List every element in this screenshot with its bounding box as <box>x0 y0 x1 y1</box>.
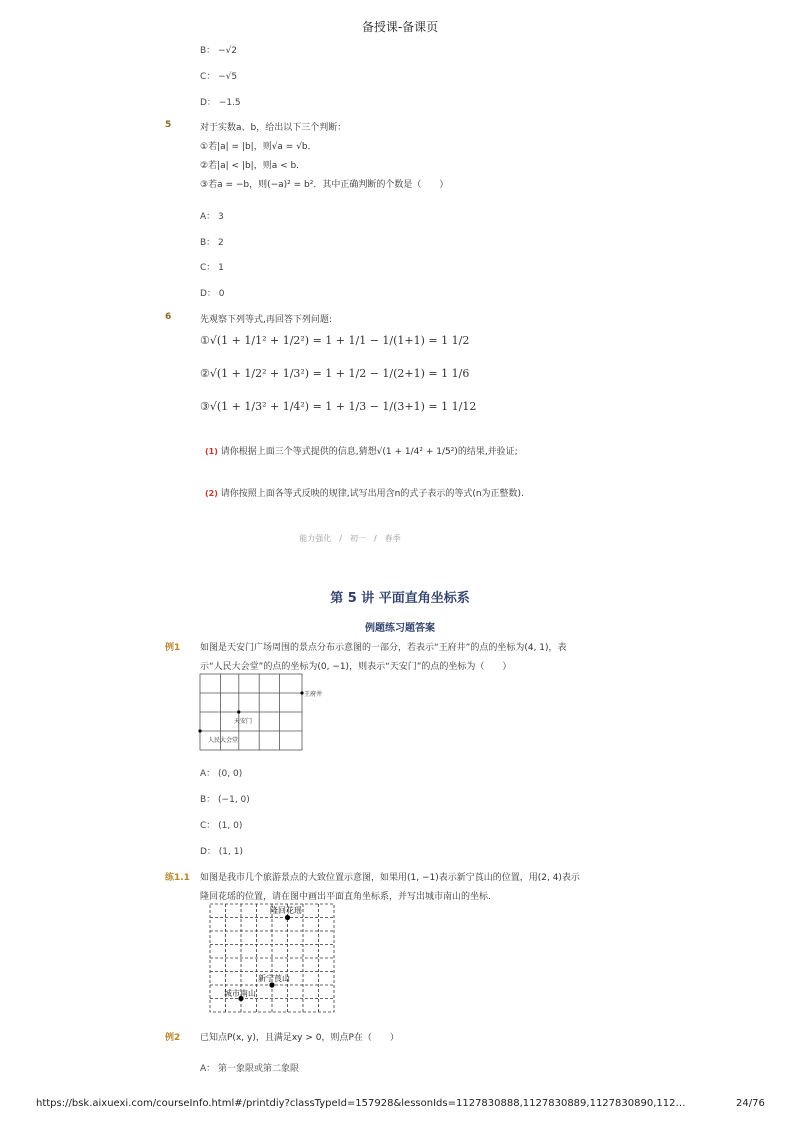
option-c: C： −√5 <box>200 72 238 82</box>
longhui-huayao-label: 隆回花瑶 <box>270 906 302 915</box>
xinning-langshan-label: 新宁莨山 <box>258 974 290 983</box>
equation-2: ②√(1 + 1/2² + 1/3²) = 1 + 1/2 − 1/(2+1) = 1 1/6 <box>200 367 470 380</box>
statement-1: ①若|a| = |b|，则√a = √b． <box>200 142 317 152</box>
subquestion-text: 请你根据上面三个等式提供的信息,猜想√(1 + 1/4² + 1/5²)的结果,并验证; <box>220 447 518 457</box>
statement-3: ③若a = −b，则(−a)² = b²．其中正确判断的个数是（ ） <box>200 180 449 190</box>
example-stem: 已知点P(x, y)，且满足xy > 0，则点P在（ ） <box>200 1033 399 1043</box>
question-number: 6 <box>165 312 172 322</box>
lecture-title: 第 5 讲 平面直角坐标系 <box>330 591 470 606</box>
example-text-line-2: 示“人民大会堂”的点的坐标为(0, −1)，则表示“天安门”的点的坐标为（ ） <box>200 662 512 672</box>
option-a: A： 第一象限或第二象限 <box>200 1064 300 1074</box>
option-d: D： −1.5 <box>200 98 241 108</box>
question-stem: 对于实数a、b，给出以下三个判断： <box>200 123 347 133</box>
option-a: A： 3 <box>200 212 224 222</box>
xinning-langshan-point <box>269 982 274 987</box>
example-label: 例1 <box>165 643 181 653</box>
subquestion-number: (1) <box>205 447 218 456</box>
renmin-dahuitang-label: 人民大会堂 <box>208 737 239 744</box>
question-number: 5 <box>165 120 172 130</box>
breadcrumb: 能力强化 / 初一 / 春季 <box>299 534 401 543</box>
option-b: B： −√2 <box>200 46 238 56</box>
option-c: C： 1 <box>200 263 224 273</box>
page-number: 24/76 <box>736 1098 765 1109</box>
wangfujing-label: 王府井 <box>304 691 323 698</box>
option-c: C： (1, 0) <box>200 821 243 831</box>
subquestion-number: (2) <box>205 489 218 498</box>
tiananmen-map-grid <box>198 672 338 754</box>
option-d: D： 0 <box>200 289 225 299</box>
subquestion-1 <box>205 444 518 457</box>
chengshi-nanshan-label: 城市南山 <box>224 989 256 998</box>
option-a: A： (0, 0) <box>200 769 243 779</box>
equation-1: ①√(1 + 1/1² + 1/2²) = 1 + 1/1 − 1/(1+1) = 1 1/2 <box>200 334 470 347</box>
option-d: D： (1, 1) <box>200 847 243 857</box>
section-subtitle: 例题练习题答案 <box>365 623 435 634</box>
tiananmen-label: 天安门 <box>234 718 253 725</box>
practice-text-line-2: 隆回花瑶的位置，请在图中画出平面直角坐标系，并写出城市南山的坐标． <box>200 892 498 902</box>
option-b: B： 2 <box>200 238 224 248</box>
option-b: B： (−1, 0) <box>200 795 250 805</box>
equation-3: ③√(1 + 1/3² + 1/4²) = 1 + 1/3 − 1/(3+1) = 1 1/12 <box>200 400 477 413</box>
tiananmen-point <box>237 710 240 713</box>
renmin-dahuitang-point <box>198 729 201 732</box>
question-stem: 先观察下列等式,再回答下列问题: <box>200 315 332 325</box>
longhui-huayao-point <box>285 915 290 920</box>
page-header-title: 备授课-备课页 <box>361 20 439 34</box>
practice-text-line-1: 如图是我市几个旅游景点的大致位置示意图，如果用(1, −1)表示新宁莨山的位置，用(2, 4)表示 <box>200 873 580 883</box>
subquestion-2 <box>205 486 524 499</box>
statement-2: ②若|a| < |b|，则a < b． <box>200 161 306 171</box>
tourist-map-dashed-grid <box>208 902 338 1014</box>
example-label: 例2 <box>165 1033 181 1043</box>
practice-label: 练1.1 <box>165 873 190 883</box>
page-url: https://bsk.aixuexi.com/courseInfo.html#/printdiy?classTypeId=157928&lessonIds=1127830888,1127830889,1127830890,112… <box>36 1098 686 1109</box>
subquestion-text: 请你按照上面各等式反映的规律,试写出用含n的式子表示的等式(n为正整数). <box>220 489 524 499</box>
example-text-line-1: 如图是天安门广场周围的景点分布示意图的一部分，若表示“王府井”的点的坐标为(4, 1)，表 <box>200 643 567 653</box>
